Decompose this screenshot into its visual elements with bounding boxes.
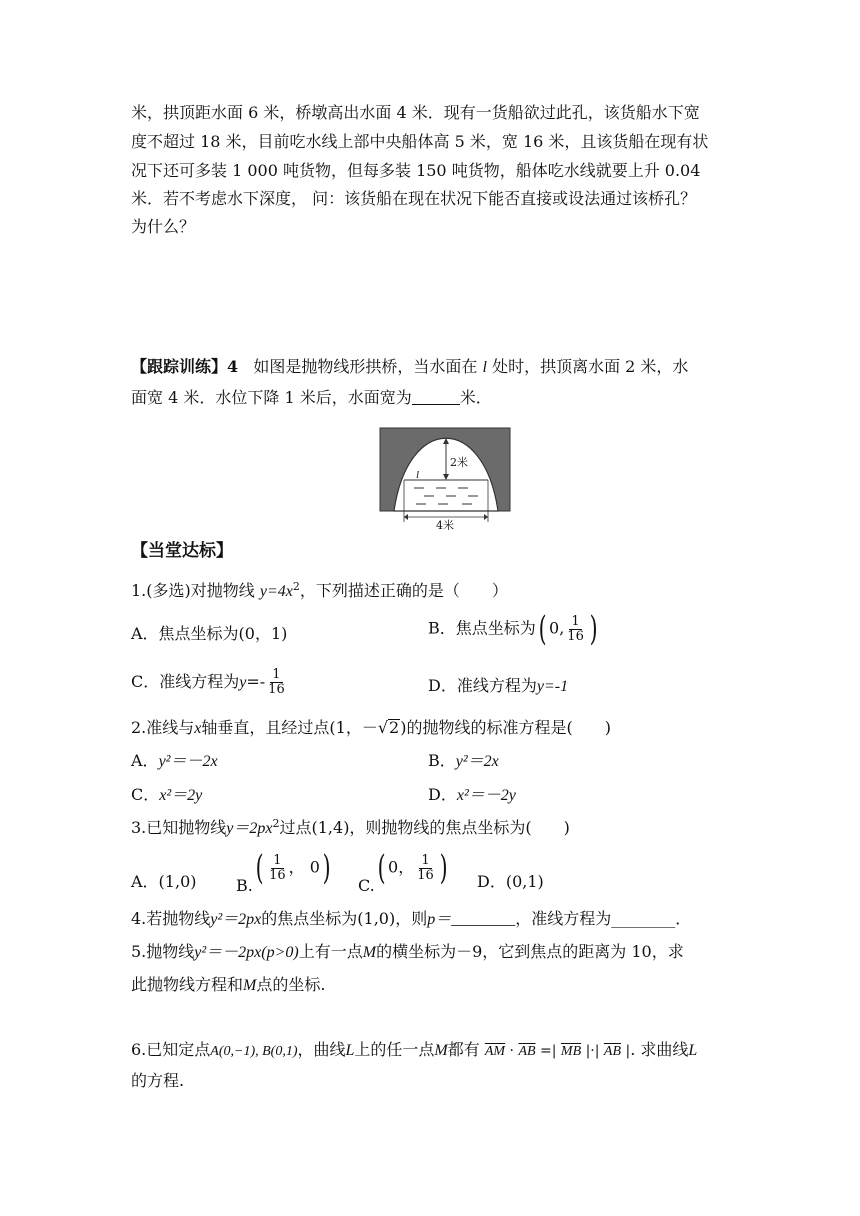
q1-option-b[interactable] <box>428 609 600 649</box>
q6-line-2: 的方程. <box>131 1071 185 1090</box>
q6-var-m: M <box>434 1042 448 1059</box>
q2-c-label: C． <box>131 785 160 804</box>
q2-option-c[interactable] <box>131 785 202 806</box>
q3-stem-post: 过点(1,4)，则抛物线的焦点坐标为( ) <box>279 818 570 837</box>
answer-blank <box>412 390 460 405</box>
height-label: 2米 <box>450 456 468 469</box>
q2-stem-mid: 轴垂直，且经过点(1，－ <box>201 718 378 737</box>
q6-pre: 6.已知定点 <box>131 1040 211 1059</box>
q5-eq: y²＝－2px(p>0) <box>194 944 299 961</box>
q6-points: A(0,−1), B(0,1) <box>210 1044 298 1059</box>
intro-line-5 <box>131 217 195 237</box>
practice4-line-1 <box>131 357 688 378</box>
q5-line-1 <box>131 942 684 963</box>
practice4-var-l: l <box>482 359 487 376</box>
intro-text-3: 况下还可多装 1 000 吨货物，但每多装 150 吨货物，船体吃水线就要上升 0.04 <box>131 161 701 180</box>
q2-stem-post: )的抛物线的标准方程是( ) <box>400 718 611 737</box>
q2-b-eq: y²＝2x <box>455 753 499 770</box>
q2-a-label: A． <box>131 751 159 770</box>
q3-b-tail: ， 0 <box>288 857 320 877</box>
practice4-text-b: 处时，拱顶离水面 2 米，水 <box>492 357 689 376</box>
q3-stem-eq: y＝2px <box>226 820 273 837</box>
q2-a-eq: y²＝－2x <box>158 753 218 770</box>
intro-text-2: 度不超过 18 米，目前吃水线上部中央船体高 5 米，宽 16 米，且该货船在现有状 <box>131 132 709 151</box>
q2-b-label: B． <box>428 751 456 770</box>
q5-line2-post: 点的坐标. <box>256 975 326 994</box>
q1-option-c-label: C．准线方程为 <box>131 672 240 691</box>
q3-option-a[interactable]: A．(1,0) <box>131 872 197 891</box>
intro-line-1 <box>131 103 729 123</box>
q1-stem-post: ，下列描述正确的是（ ） <box>299 581 508 600</box>
q1-d-eq: y=-1 <box>536 678 569 695</box>
intro-text-5: 为什么？ <box>131 217 196 236</box>
q6-vec-ab: $\overline{AB}$ <box>518 1044 536 1059</box>
q3-stem-sup: 2 <box>272 817 280 830</box>
q5-mid: 上有一点 <box>298 942 363 961</box>
q2-sqrt-value: 2 <box>389 718 400 737</box>
q6-mid3: 都有 <box>447 1040 480 1059</box>
q2-option-a[interactable] <box>131 751 218 772</box>
q1-stem <box>131 581 508 602</box>
q4-p-blank[interactable]: p＝________ <box>427 911 516 928</box>
q1-option-d-label: D．准线方程为 <box>428 676 537 695</box>
q2-sqrt-sign: √ <box>377 718 389 737</box>
practice4-tag: 【跟踪训练】4 <box>131 357 239 376</box>
q3-b-fraction <box>267 854 288 883</box>
q3-c-num: 1 <box>421 852 430 868</box>
q3-b-paren-left: ( <box>255 848 264 888</box>
q2-stem <box>131 718 611 739</box>
intro-text-1: 米，拱顶距水面 6 米，桥墩高出水面 4 米．现有一货船欲过此孔，该货船水下宽 <box>131 103 700 122</box>
q3-b-label: B. <box>236 875 253 895</box>
q2-option-b[interactable] <box>428 751 499 772</box>
intro-line-2 <box>131 132 729 152</box>
q3-option-d[interactable]: D．(0,1) <box>477 872 544 891</box>
q1-c-sign: =- <box>246 672 266 691</box>
section-title: 【当堂达标】 <box>131 541 233 561</box>
q2-option-d[interactable] <box>428 785 516 806</box>
q6-vector-equation: $\overline{AM} \cdot \overline{AB}$ =| $\overline{MB}$ |·| $\overline{AB}$ | <box>484 1043 631 1059</box>
q1-option-c[interactable] <box>131 668 288 697</box>
q4-pre: 4.若抛物线 <box>131 909 211 928</box>
q2-d-eq: x²＝－2y <box>456 787 516 804</box>
q4-eq: y²＝2px <box>210 911 262 928</box>
q6-post: . 求曲线 <box>630 1040 689 1059</box>
q3-c-paren-left: ( <box>377 848 386 888</box>
q1-option-b-label: B．焦点坐标为 <box>428 618 536 638</box>
q1-b-zero: 0, <box>549 618 565 638</box>
q1-b-num: 1 <box>571 613 580 629</box>
q3-stem-pre: 3.已知抛物线 <box>131 818 227 837</box>
q3-c-paren-right: ) <box>439 848 448 888</box>
practice4-line-2 <box>131 388 492 408</box>
arch-bridge-figure <box>378 426 514 530</box>
q1-b-paren-left: ( <box>538 609 547 649</box>
intro-line-3 <box>131 161 729 181</box>
q3-c-den: 16 <box>417 867 434 883</box>
q3-option-c[interactable] <box>358 848 450 896</box>
q3-c-label: C. <box>358 875 375 895</box>
q6-vec-mb: $\overline{MB}$ <box>560 1044 582 1059</box>
q1-c-fraction <box>266 668 287 697</box>
q1-c-num: 1 <box>272 667 281 682</box>
q6-var-l: L <box>345 1042 355 1059</box>
q4-post[interactable]: ，准线方程为________． <box>515 909 692 928</box>
q1-option-d[interactable] <box>428 676 568 697</box>
q2-stem-var: x <box>194 720 202 737</box>
q6-mid2: 上的任一点 <box>354 1040 435 1059</box>
q1-option-a[interactable]: A．焦点坐标为(0，1) <box>131 624 288 643</box>
q1-c-var: y <box>239 674 247 691</box>
intro-line-4 <box>131 189 729 209</box>
q4-line <box>131 909 691 930</box>
q2-stem-pre: 2.准线与 <box>131 718 195 737</box>
q1-b-den: 16 <box>567 628 584 644</box>
q3-b-den: 16 <box>269 867 286 883</box>
q5-line-2 <box>131 975 325 996</box>
q4-mid: 的焦点坐标为(1,0)，则 <box>261 909 428 928</box>
q6-vec-am: $\overline{AM}$ <box>484 1044 506 1059</box>
q1-stem-sup: 2 <box>292 580 300 593</box>
q2-d-label: D． <box>428 785 457 804</box>
q5-post: 的横坐标为－9，它到焦点的距离为 10，求 <box>376 942 684 961</box>
q5-line2-var: M <box>243 977 257 994</box>
q5-line2-pre: 此抛物线方程和 <box>131 975 244 994</box>
q1-b-paren-right: ) <box>589 609 598 649</box>
q3-stem <box>131 818 570 839</box>
q6-var-l-2: L <box>688 1042 698 1059</box>
q3-b-paren-right: ) <box>322 848 331 888</box>
q6-line-1 <box>131 1040 697 1062</box>
practice4-text-c: 面宽 4 米．水位下降 1 米后，水面宽为 <box>131 388 412 407</box>
q6-vec-ab-2: $\overline{AB}$ <box>603 1044 622 1059</box>
width-label: 4米 <box>436 519 454 530</box>
q1-stem-eq: y=4x <box>259 583 293 600</box>
intro-text-4: 米．若不考虑水下深度， 问：该货船在现在状况下能否直接或设法通过该桥孔？ <box>131 189 697 208</box>
water-label: l <box>416 469 420 481</box>
q3-b-num: 1 <box>273 852 282 868</box>
q5-pre: 5.抛物线 <box>131 942 195 961</box>
q2-c-eq: x²＝2y <box>159 787 203 804</box>
q1-stem-pre: 1.(多选)对抛物线 <box>131 581 255 600</box>
q5-var-m: M <box>362 944 377 961</box>
q3-c-head: 0， <box>388 857 415 877</box>
q3-option-b[interactable] <box>236 848 333 896</box>
q6-mid: ，曲线 <box>297 1040 346 1059</box>
q3-c-fraction <box>415 854 436 883</box>
practice4-text-d: 米． <box>459 388 492 407</box>
q1-b-fraction <box>565 615 586 644</box>
q1-c-den: 16 <box>268 682 285 697</box>
practice4-text-a: 如图是抛物线形拱桥，当水面在 <box>253 357 478 376</box>
